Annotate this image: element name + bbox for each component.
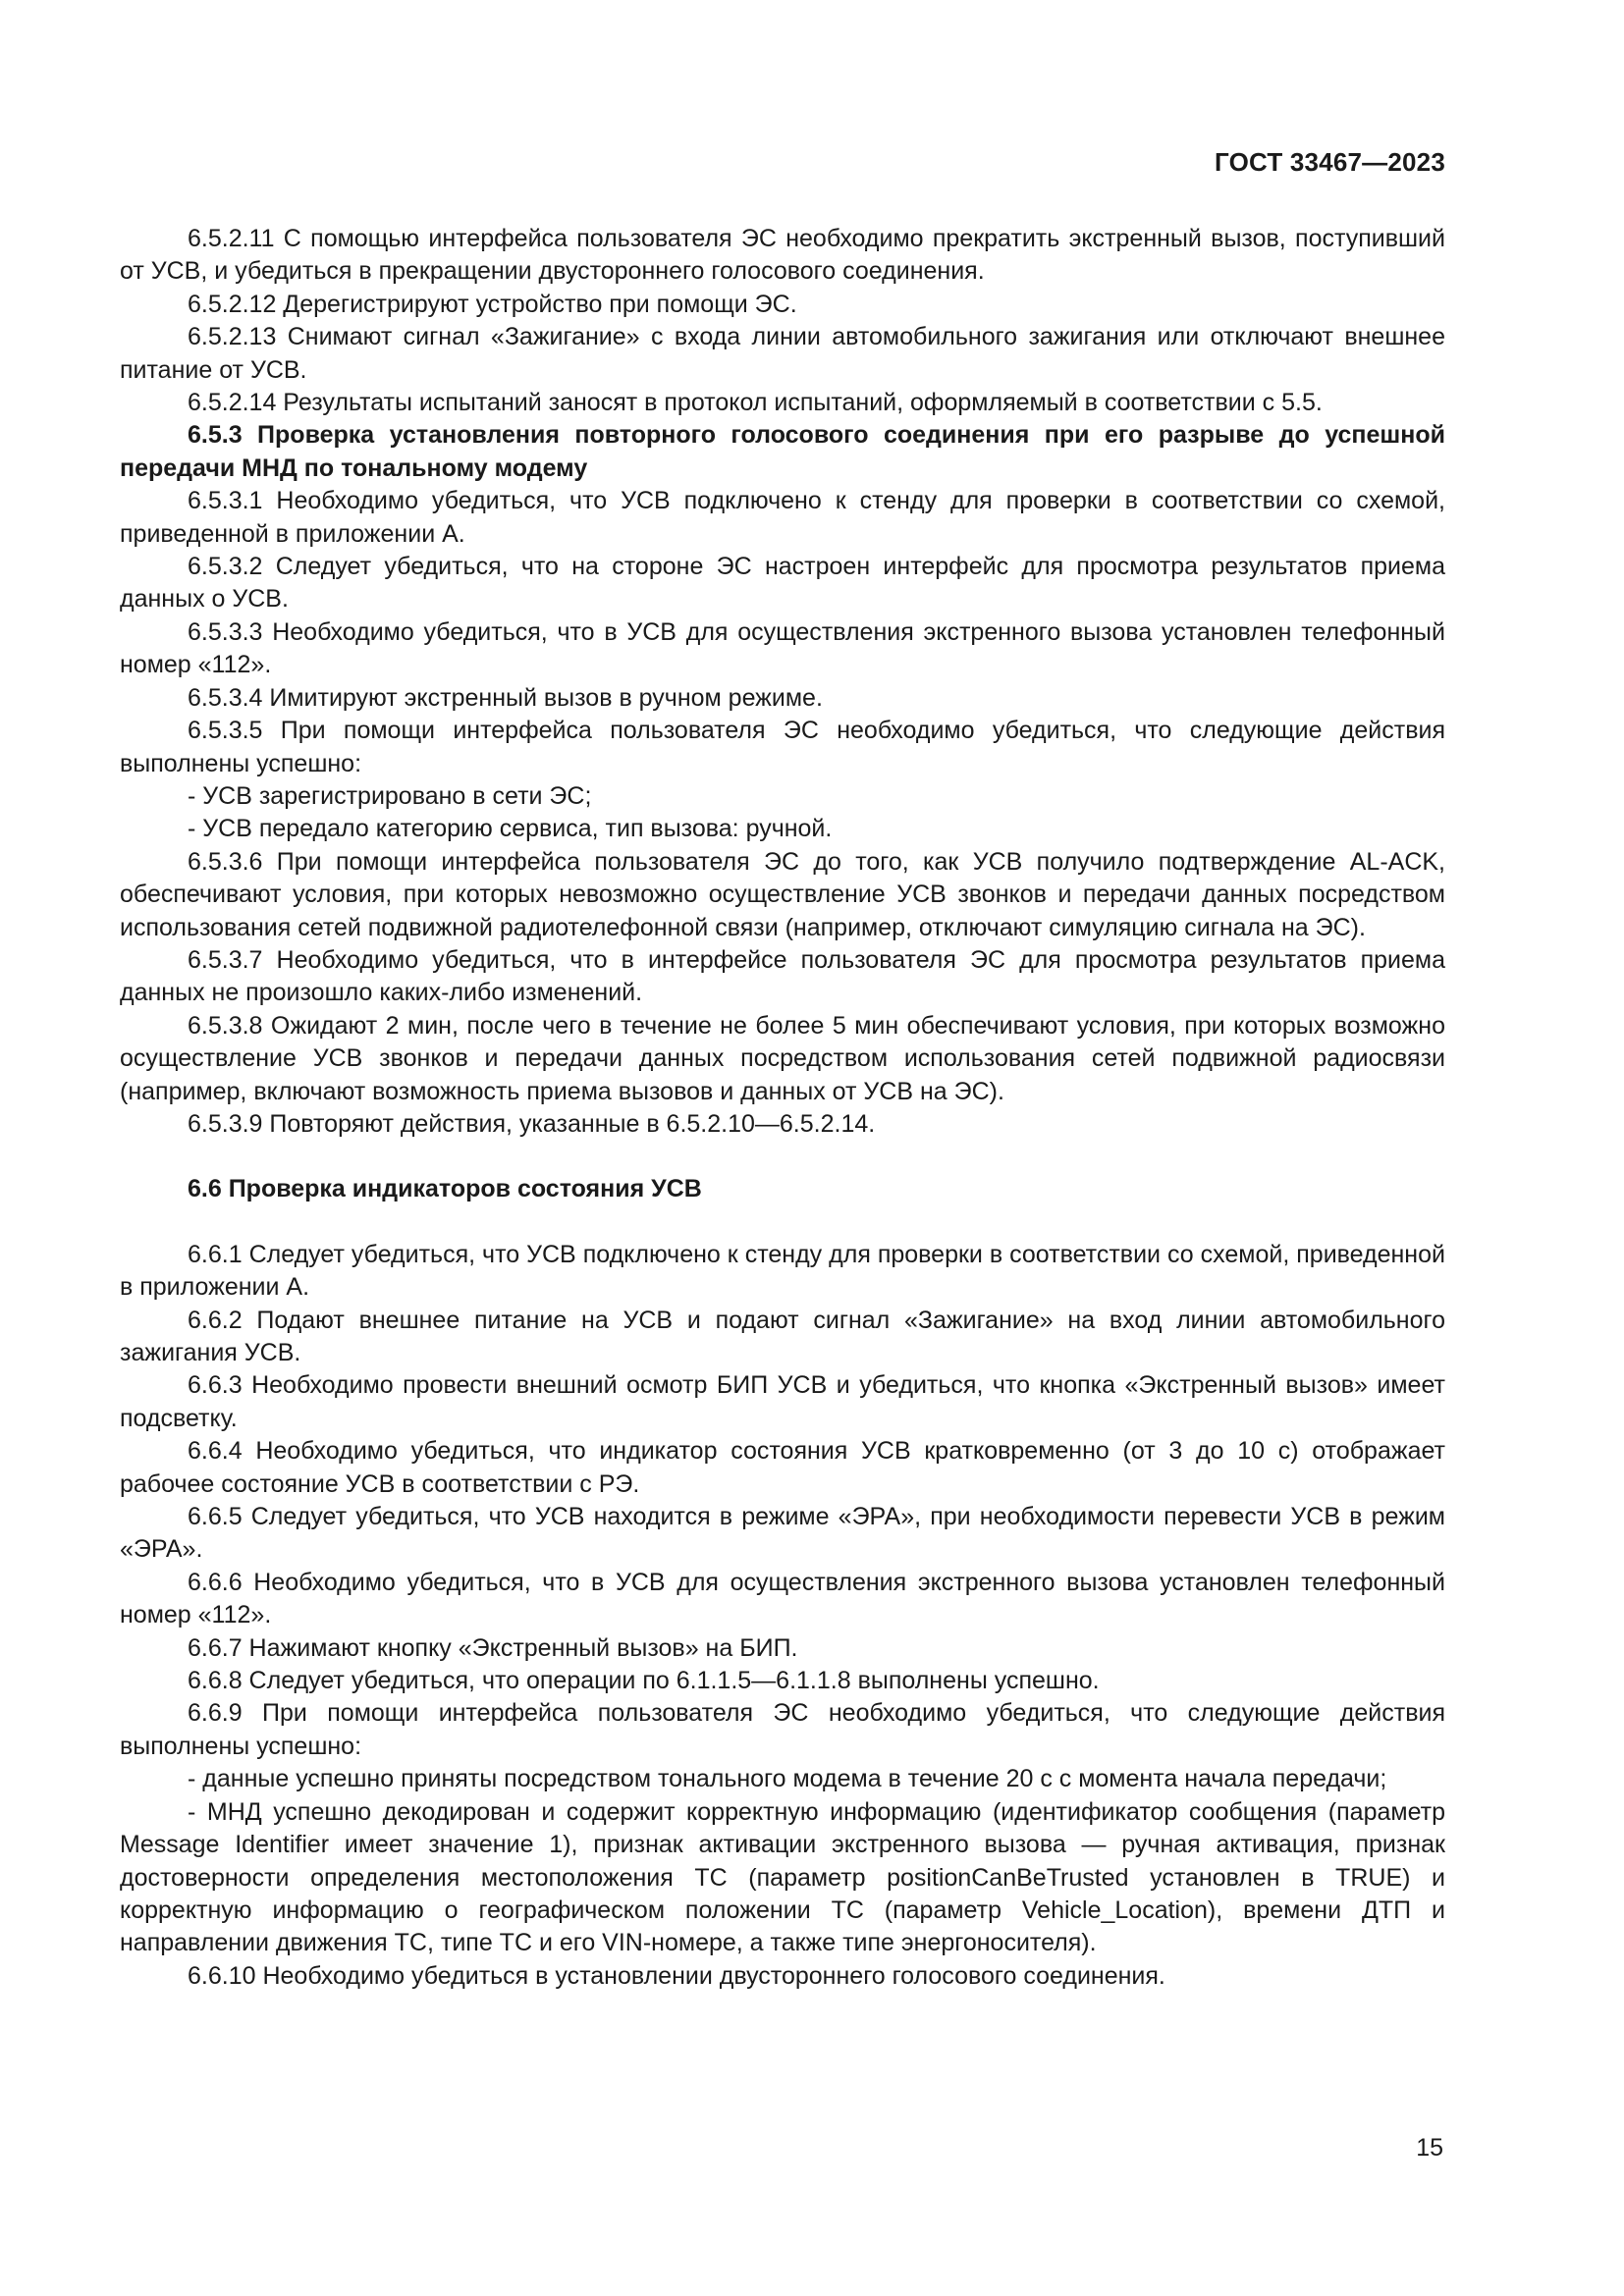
paragraph-6-6-10: 6.6.10 Необходимо убедиться в установлении двустороннего голосового соединения.	[188, 1961, 1165, 1990]
paragraph-6-6-3: 6.6.3 Необходимо провести внешний осмотр БИП УСВ и убедиться, что кнопка «Экстренный вызов» имеет подсветку.	[120, 1371, 1445, 1432]
paragraph-6-6-7: 6.6.7 Нажимают кнопку «Экстренный вызов» на БИП.	[188, 1633, 798, 1662]
document-header-code: ГОСТ 33467—2023	[1215, 147, 1445, 177]
paragraph-6-5-2-14: 6.5.2.14 Результаты испытаний заносят в протокол испытаний, оформляемый в соответствии с 5.5.	[188, 389, 1323, 417]
paragraph-6-5-3-4: 6.5.3.4 Имитируют экстренный вызов в ручном режиме.	[188, 683, 823, 712]
section-heading-6-6: 6.6 Проверка индикаторов состояния УСВ	[188, 1175, 702, 1203]
paragraph-6-5-2-13: 6.5.2.13 Снимают сигнал «Зажигание» с входа линии автомобильного зажигания или отключают внешнее питание от УСВ.	[120, 323, 1445, 384]
paragraph-6-6-5: 6.6.5 Следует убедиться, что УСВ находится в режиме «ЭРА», при необходимости перевести УСВ в режим «ЭРА».	[120, 1503, 1445, 1564]
paragraph-6-6-4: 6.6.4 Необходимо убедиться, что индикатор состояния УСВ кратковременно (от 3 до 10 с) отображает рабочее состояние УСВ в соответствии с РЭ.	[120, 1437, 1445, 1498]
paragraph-6-5-2-12: 6.5.2.12 Дерегистрируют устройство при помощи ЭС.	[188, 290, 797, 318]
list-item-6-6-9-a: - данные успешно приняты посредством тонального модема в течение 20 с с момента начала передачи;	[188, 1765, 1387, 1793]
paragraph-6-5-3-8: 6.5.3.8 Ожидают 2 мин, после чего в течение не более 5 мин обеспечивают условия, при которых возможно осуществление УСВ звонков и передачи данных посредством использования сетей подвижной радиосвязи (например, включают возможность приема вызовов и данных от УСВ на ЭС).	[120, 1011, 1445, 1105]
paragraph-6-5-3-2: 6.5.3.2 Следует убедиться, что на стороне ЭС настроен интерфейс для просмотра результатов приема данных о УСВ.	[120, 553, 1445, 614]
paragraph-6-5-2-11: 6.5.2.11 С помощью интерфейса пользователя ЭС необходимо прекратить экстренный вызов, поступивший от УСВ, и убедиться в прекращении двустороннего голосового соединения.	[120, 225, 1445, 286]
paragraph-6-5-3-9: 6.5.3.9 Повторяют действия, указанные в 6.5.2.10—6.5.2.14.	[188, 1109, 876, 1138]
list-item-6-5-3-5-a: - УСВ зарегистрировано в сети ЭС;	[188, 781, 592, 810]
paragraph-6-5-3-5: 6.5.3.5 При помощи интерфейса пользователя ЭС необходимо убедиться, что следующие действия выполнены успешно:	[120, 717, 1445, 777]
paragraph-6-6-1: 6.6.1 Следует убедиться, что УСВ подключено к стенду для проверки в соответствии со схемой, приведенной в приложении А.	[120, 1240, 1445, 1302]
list-item-6-6-9-b: - МНД успешно декодирован и содержит корректную информацию (идентификатор сообщения (параметр Message Identifier имеет значение 1), признак активации экстренного вызова — ручная активация, признак достоверности определения местоположения ТС (параметр positionCanBeTrusted установлен в TRUE) и корректную информацию о географическом положении ТС (параметр Vehicle_Location), времени ДТП и направлении движения ТС, типе ТС и его VIN-номере, а также типе энергоносителя).	[120, 1797, 1445, 1957]
paragraph-6-6-6: 6.6.6 Необходимо убедиться, что в УСВ для осуществления экстренного вызова установлен телефонный номер «112».	[120, 1568, 1445, 1629]
paragraph-6-5-3-7: 6.5.3.7 Необходимо убедиться, что в интерфейсе пользователя ЭС для просмотра результатов приема данных не произошло каких-либо изменений.	[120, 945, 1445, 1007]
page-number: 15	[1416, 2134, 1443, 2162]
list-item-6-5-3-5-b: - УСВ передало категорию сервиса, тип вызова: ручной.	[188, 815, 833, 843]
paragraph-6-5-3-1: 6.5.3.1 Необходимо убедиться, что УСВ подключено к стенду для проверки в соответствии со схемой, приведенной в приложении А.	[120, 487, 1445, 548]
document-body	[120, 223, 1445, 1993]
paragraph-6-6-9: 6.6.9 При помощи интерфейса пользователя ЭС необходимо убедиться, что следующие действия выполнены успешно:	[120, 1699, 1445, 1760]
paragraph-6-6-8: 6.6.8 Следует убедиться, что операции по 6.1.1.5—6.1.1.8 выполнены успешно.	[188, 1667, 1100, 1695]
paragraph-6-5-3-6: 6.5.3.6 При помощи интерфейса пользователя ЭС до того, как УСВ получило подтверждение AL-ACK, обеспечивают условия, при которых невозможно осуществление УСВ звонков и передачи данных посредством использования сетей подвижной радиотелефонной связи (например, отключают симуляцию сигнала на ЭС).	[120, 847, 1445, 941]
paragraph-6-6-2: 6.6.2 Подают внешнее питание на УСВ и подают сигнал «Зажигание» на вход линии автомобильного зажигания УСВ.	[120, 1306, 1445, 1366]
section-heading-6-5-3: 6.5.3 Проверка установления повторного голосового соединения при его разрыве до успешной передачи МНД по тональному модему	[120, 421, 1445, 482]
paragraph-6-5-3-3: 6.5.3.3 Необходимо убедиться, что в УСВ для осуществления экстренного вызова установлен телефонный номер «112».	[120, 617, 1445, 679]
